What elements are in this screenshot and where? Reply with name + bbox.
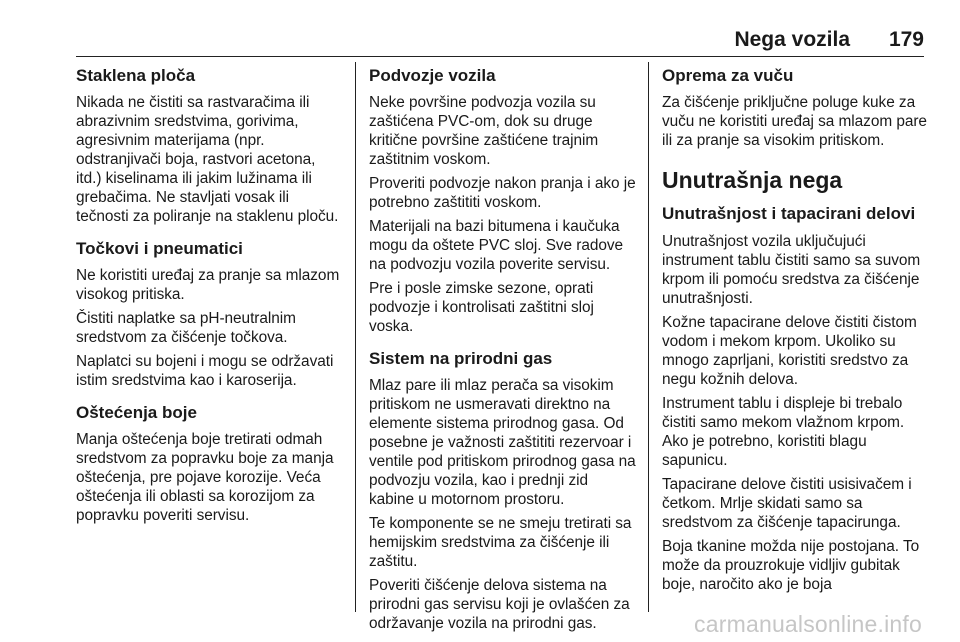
paragraph: Naplatci su bojeni i mogu se održavati istim sredstvima kao i karoserija. <box>76 353 334 389</box>
paragraph: Kožne tapacirane delove čistiti čistom vodom i mekom krpom. Ukoliko su mnogo zaprljani, koristiti sredstvo za negu kožnih delova. <box>662 314 917 388</box>
section-title-towing-equipment: Oprema za vuču <box>662 66 794 85</box>
header-rule <box>76 56 924 57</box>
section-title-natural-gas-system: Sistem na prirodni gas <box>369 349 553 368</box>
paragraph: Ne koristiti uređaj za pranje sa mlazom visokog pritiska. <box>76 267 340 303</box>
paragraph: Za čišćenje priključne poluge kuke za vuču ne koristiti uređaj sa mlazom pare ili za pranje sa visokim pritiskom. <box>662 94 927 149</box>
paragraph: Materijali na bazi bitumena i kaučuka mogu da oštete PVC sloj. Sve radove na podvozju vozila poverite servisu. <box>369 218 624 273</box>
column-2 <box>355 62 637 632</box>
section-title-wheels-tyres: Točkovi i pneumatici <box>76 239 243 258</box>
paragraph: Neke površine podvozja vozila su zaštićena PVC-om, dok su druge kritične površine zaštićene trajnim zaštitnim voskom. <box>369 94 599 168</box>
paragraph: Poveriti čišćenje delova sistema na prirodni gas servisu koji je ovlašćen za održavanje vozila na prirodni gas. <box>369 577 630 632</box>
section-title-paint-damage: Oštećenja boje <box>76 403 197 422</box>
watermark: carmanualsonline.info <box>694 611 922 637</box>
page-header <box>0 0 960 58</box>
chapter-heading-interior-care: Unutrašnja nega <box>662 167 843 193</box>
paragraph: Mlaz pare ili mlaz perača sa visokim pritiskom ne usmeravati direktno na elemente sistema prirodnog gasa. Od posebne je važnosti zaštititi rezervoar i ventile pod pritiskom prirodnog gasa na podvozju vozila, kao i prednji zid kabine u motornom prostoru. <box>369 377 636 508</box>
paragraph: Tapacirane delove čistiti usisivačem i četkom. Mrlje skidati samo sa sredstvom za čišćenje tapacirunga. <box>662 476 912 531</box>
page-number: 179 <box>888 28 924 51</box>
paragraph: Te komponente se ne smeju tretirati sa hemijskim sredstvima za čišćenje ili zaštitu. <box>369 515 632 570</box>
paragraph: Pre i posle zimske sezone, oprati podvozje i kontrolisati zaštitni sloj voska. <box>369 280 594 335</box>
running-title: Nega vozila <box>734 28 850 51</box>
paragraph: Instrument tablu i displeje bi trebalo čistiti samo mekom vlažnom krpom. Ako je potrebno, koristiti blagu sapunicu. <box>662 395 905 469</box>
paragraph: Čistiti naplatke sa pH-neutralnim sredstvom za čišćenje točkova. <box>76 310 296 346</box>
column-3 <box>648 62 928 612</box>
paragraph: Nikada ne čistiti sa rastvaračima ili abrazivnim sredstvima, gorivima, agresivnim materijama (npr. odstranjivači boja, rastvori acetona, itd.) kiselinama ili jakim lužinama ili grebačima. Ne stavljati vosak ili tečnosti za poliranje na staklenu ploču. <box>76 94 339 225</box>
column-1 <box>76 62 344 612</box>
paragraph: Manja oštećenja boje tretirati odmah sredstvom za popravku boje za manja oštećenja, pre pojave korozije. Veća oštećenja ili oblasti sa korozijom za popravku poveriti servisu. <box>76 431 334 524</box>
paragraph: Proveriti podvozje nakon pranja i ako je potrebno zaštititi voskom. <box>369 175 636 211</box>
section-title-interior-upholstery: Unutrašnjost i tapacirani delovi <box>662 204 916 223</box>
section-title-underbody: Podvozje vozila <box>369 66 496 85</box>
section-title-glass-panel: Staklena ploča <box>76 66 196 85</box>
paragraph: Boja tkanine možda nije postojana. To može da prouzrokuje vidljiv gubitak boje, naročito ako je boja <box>662 538 920 593</box>
paragraph: Unutrašnjost vozila uključujući instrument tablu čistiti samo sa suvom krpom ili pomoću sredstva za čišćenje unutrašnjosti. <box>662 233 921 307</box>
